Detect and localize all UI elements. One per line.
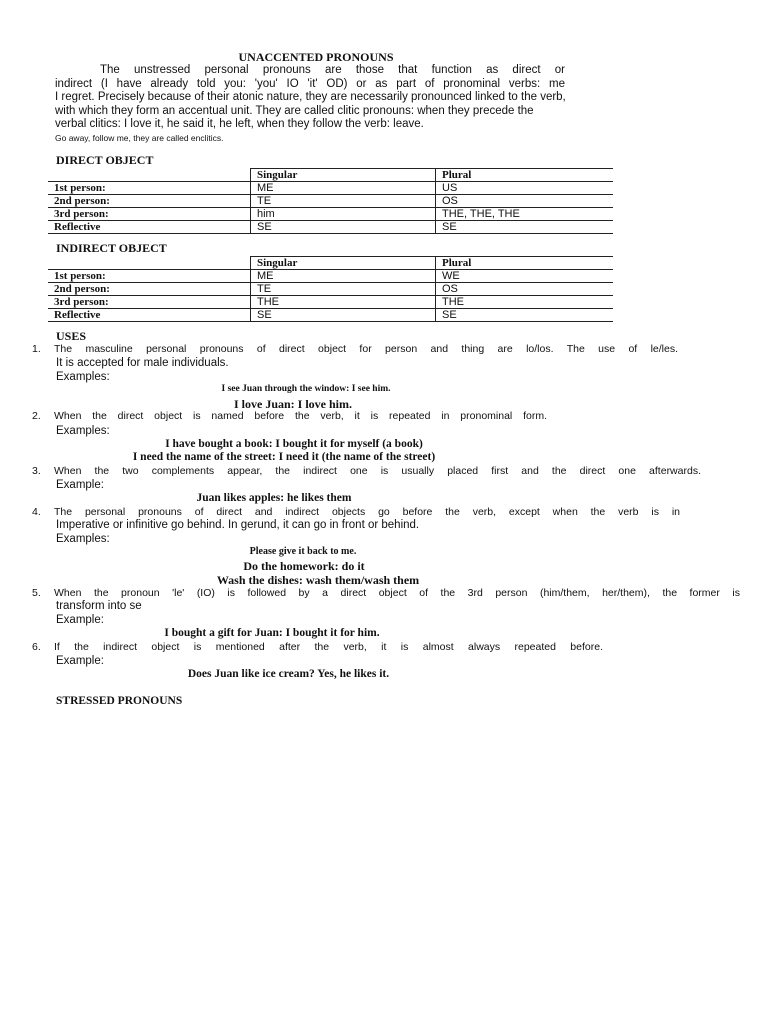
row-label: Reflective	[48, 221, 251, 234]
examples-label: Example:	[56, 479, 104, 491]
list-number: 3.	[32, 465, 41, 477]
rule-text: It is accepted for male individuals.	[56, 357, 229, 369]
row-label: 3rd person:	[48, 208, 251, 221]
example-sentence: I need the name of the street: I need it (the name of the street)	[132, 451, 436, 463]
stressed-pronouns-heading: STRESSED PRONOUNS	[56, 695, 183, 707]
row-label: 2nd person:	[48, 283, 251, 296]
table-row	[48, 270, 613, 283]
direct-object-table	[48, 168, 613, 234]
table-corner-cell	[48, 257, 251, 270]
intro-line: indirect (I have already told you: 'you' IO 'it' OD) or as part of pronominal verbs: me	[55, 77, 565, 90]
table-row	[48, 182, 613, 195]
example-sentence: I see Juan through the window: I see him.	[221, 384, 391, 394]
singular-header: Singular	[251, 257, 436, 270]
rule-text: When the two complements appear, the indirect one is usually placed first and the direct one afterwards.	[54, 465, 701, 477]
uses-heading: USES	[56, 329, 87, 343]
singular-cell: THE	[251, 296, 436, 309]
table-row	[48, 221, 613, 234]
table-row	[48, 208, 613, 221]
indirect-object-table	[48, 256, 613, 322]
table-row	[48, 195, 613, 208]
page-title: UNACCENTED PRONOUNS	[238, 50, 394, 64]
rule-text: The personal pronouns of direct and indirect objects go before the verb, except when the verb is in	[54, 506, 680, 518]
plural-cell: WE	[436, 270, 614, 283]
example-sentence: Wash the dishes: wash them/wash them	[216, 573, 420, 587]
table-row	[48, 309, 613, 322]
rule-text: When the pronoun 'le' (IO) is followed by a direct object of the 3rd person (him/them, her/them), the former is	[54, 587, 740, 599]
examples-label: Example:	[56, 614, 104, 626]
plural-cell: THE, THE, THE	[436, 208, 614, 221]
row-label: 1st person:	[48, 270, 251, 283]
rule-text: If the indirect object is mentioned after the verb, it is almost always repeated before.	[54, 641, 603, 653]
table-row	[48, 283, 613, 296]
table-corner-cell	[48, 169, 251, 182]
singular-cell: TE	[251, 283, 436, 296]
intro-line: I regret. Precisely because of their atonic nature, they are necessarily pronounced linked to the verb,	[55, 91, 566, 103]
plural-cell: THE	[436, 296, 614, 309]
row-label: Reflective	[48, 309, 251, 322]
plural-cell: OS	[436, 283, 614, 296]
list-number: 1.	[32, 343, 41, 355]
indirect-object-heading: INDIRECT OBJECT	[56, 241, 167, 255]
singular-cell: SE	[251, 221, 436, 234]
intro-line: Go away, follow me, they are called enclitics.	[55, 132, 224, 143]
intro-paragraph	[55, 64, 565, 145]
example-sentence: Please give it back to me.	[249, 546, 357, 557]
example-sentence: Does Juan like ice cream? Yes, he likes it.	[187, 668, 390, 680]
rule-text: The masculine personal pronouns of direct object for person and thing are lo/los. The use of le/les.	[54, 343, 678, 355]
row-label: 3rd person:	[48, 296, 251, 309]
singular-cell: ME	[251, 182, 436, 195]
row-label: 1st person:	[48, 182, 251, 195]
table-row	[48, 296, 613, 309]
singular-cell: ME	[251, 270, 436, 283]
list-number: 4.	[32, 506, 41, 518]
example-sentence: Juan likes apples: he likes them	[196, 492, 352, 504]
example-sentence: Do the homework: do it	[243, 559, 365, 573]
singular-cell: SE	[251, 309, 436, 322]
singular-cell: TE	[251, 195, 436, 208]
intro-line: The unstressed personal pronouns are those that function as direct or	[100, 64, 565, 76]
list-number: 6.	[32, 641, 41, 653]
rule-text: transform into se	[56, 600, 142, 612]
plural-cell: SE	[436, 221, 614, 234]
plural-cell: US	[436, 182, 614, 195]
examples-label: Examples:	[56, 371, 110, 383]
intro-line: with which they form an accentual unit. They are called clitic pronouns: when they precede the	[55, 104, 534, 117]
list-number: 5.	[32, 587, 41, 599]
direct-object-heading: DIRECT OBJECT	[56, 153, 154, 167]
row-label: 2nd person:	[48, 195, 251, 208]
examples-label: Example:	[56, 655, 104, 667]
singular-header: Singular	[251, 169, 436, 182]
plural-cell: SE	[436, 309, 614, 322]
singular-cell: him	[251, 208, 436, 221]
plural-cell: OS	[436, 195, 614, 208]
examples-label: Examples:	[56, 425, 110, 437]
list-number: 2.	[32, 410, 41, 422]
rule-text: Imperative or infinitive go behind. In gerund, it can go in front or behind.	[56, 519, 420, 531]
example-sentence: I love Juan: I love him.	[233, 397, 352, 411]
example-sentence: I have bought a book: I bought it for myself (a book)	[165, 438, 423, 450]
plural-header: Plural	[436, 257, 614, 270]
example-sentence: I bought a gift for Juan: I bought it for him.	[164, 627, 380, 639]
rule-text: When the direct object is named before the verb, it is repeated in pronominal form.	[54, 410, 547, 422]
plural-header: Plural	[436, 169, 614, 182]
examples-label: Examples:	[56, 533, 110, 545]
intro-line: verbal clitics: I love it, he said it, he left, when they follow the verb: leave.	[55, 118, 424, 130]
